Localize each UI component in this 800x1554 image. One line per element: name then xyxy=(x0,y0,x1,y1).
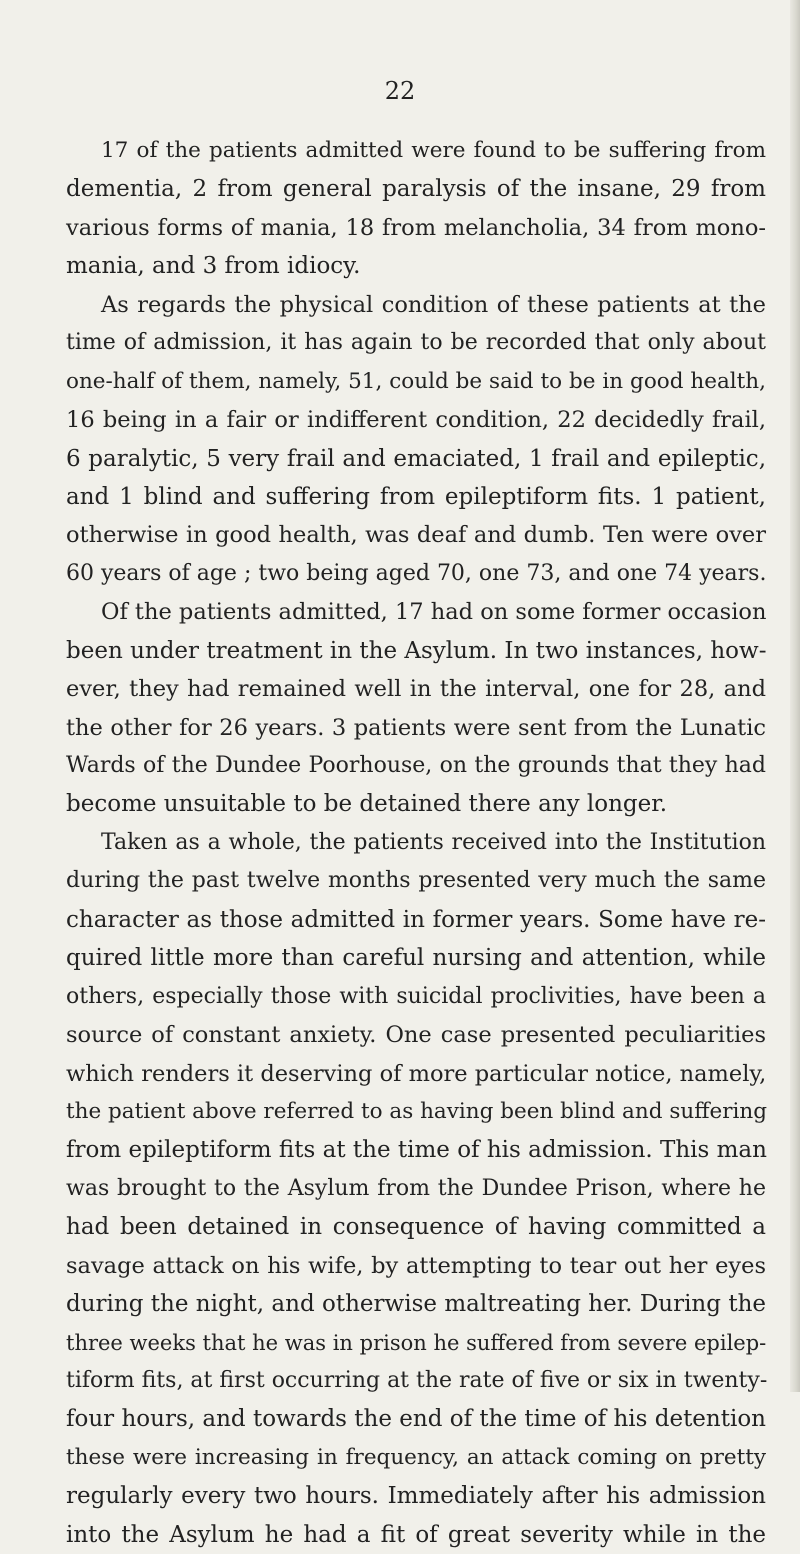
page-number: 22 xyxy=(384,77,416,105)
text-line: from epileptiform fits at the time of his admission. This man xyxy=(66,1137,767,1164)
text-line: others, especially those with suicidal proclivities, have been a xyxy=(66,983,766,1009)
text-line: various forms of mania, 18 from melancholia, 34 from mono- xyxy=(66,214,766,241)
text-line: during the night, and otherwise maltreating her. During the xyxy=(66,1291,766,1318)
text-line: dementia, 2 from general paralysis of the insane, 29 from xyxy=(66,176,766,203)
text-line: become unsuitable to be detained there any longer. xyxy=(66,791,668,818)
text-line: the patient above referred to as having been blind and suffering xyxy=(66,1098,767,1124)
text-line: during the past twelve months presented very much the same xyxy=(66,868,766,894)
text-line: and 1 blind and suffering from epileptiform fits. 1 patient, xyxy=(66,483,766,510)
text-line: Of the patients admitted, 17 had on some former occasion xyxy=(101,599,767,626)
text-line: been under treatment in the Asylum. In two instances, how- xyxy=(66,637,767,664)
text-line: 16 being in a fair or indifferent condition, 22 decidedly frail, xyxy=(66,407,766,434)
text-line: 6 paralytic, 5 very frail and emaciated, 1 frail and epileptic, xyxy=(66,445,766,472)
text-line: time of admission, it has again to be recorded that only about xyxy=(66,330,766,356)
text-line: had been detained in consequence of having committed a xyxy=(66,1214,766,1241)
text-line: character as those admitted in former years. Some have re- xyxy=(66,906,766,933)
text-line: mania, and 3 from idiocy. xyxy=(66,253,361,280)
text-line: ever, they had remained well in the interval, one for 28, and xyxy=(66,676,766,703)
text-line: which renders it deserving of more particular notice, namely, xyxy=(66,1060,767,1087)
text-line: tiform fits, at first occurring at the rate of five or six in twenty- xyxy=(66,1368,768,1393)
text-line: three weeks that he was in prison he suffered from severe epilep- xyxy=(66,1330,767,1355)
text-line: these were increasing in frequency, an attack coming on pretty xyxy=(66,1444,766,1470)
text-line: otherwise in good health, was deaf and dumb. Ten were over xyxy=(66,522,766,549)
text-line: one-half of them, namely, 51, could be said to be in good health, xyxy=(66,368,766,394)
text-line: As regards the physical condition of these patients at the xyxy=(101,291,766,318)
text-line: source of constant anxiety. One case presented peculiarities xyxy=(66,1022,766,1049)
text-line: into the Asylum he had a fit of great severity while in the xyxy=(66,1521,766,1548)
text-line: savage attack on his wife, by attempting to tear out her eyes xyxy=(66,1252,766,1279)
text-line: 60 years of age ; two being aged 70, one 73, and one 74 years. xyxy=(66,560,767,586)
text-line: the other for 26 years. 3 patients were sent from the Lunatic xyxy=(66,714,766,741)
page-edge-shadow xyxy=(790,0,800,1392)
text-line: was brought to the Asylum from the Dundee Prison, where he xyxy=(66,1175,766,1201)
text-line: Wards of the Dundee Poorhouse, on the grounds that they had xyxy=(66,753,766,778)
text-line: four hours, and towards the end of the time of his detention xyxy=(66,1406,766,1433)
body-text xyxy=(66,132,766,1554)
text-line: quired little more than careful nursing and attention, while xyxy=(66,945,766,972)
text-line: regularly every two hours. Immediately after his admission xyxy=(66,1483,766,1510)
text-line: 17 of the patients admitted were found to be suffering from xyxy=(101,138,766,163)
text-line: Taken as a whole, the patients received into the Institution xyxy=(101,829,766,855)
